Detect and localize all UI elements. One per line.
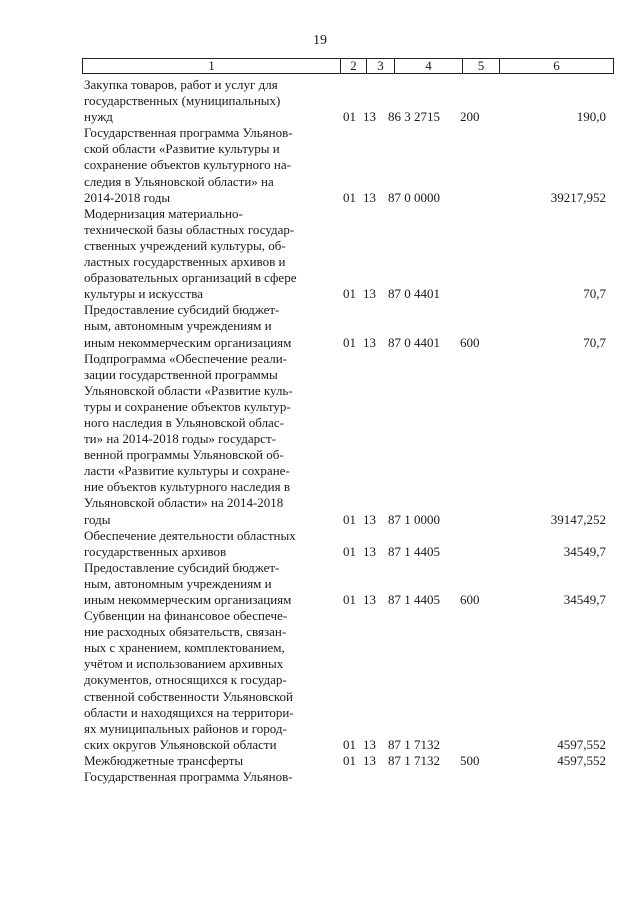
amount: 4597,552	[557, 752, 606, 768]
row-description	[84, 302, 331, 350]
subsection-code: 13	[363, 752, 376, 768]
table-header	[82, 58, 614, 74]
description-line: государственных (муниципальных)	[84, 93, 281, 109]
row-description	[84, 769, 331, 785]
description-line: области и находящихся на территори-	[84, 704, 294, 720]
table-row	[84, 302, 614, 350]
table-row	[84, 769, 614, 785]
section-code: 01	[343, 592, 356, 607]
amount: 39147,252	[550, 511, 606, 527]
description-line: ти» на 2014-2018 годы» государст-	[84, 431, 276, 447]
row-description	[84, 753, 331, 769]
description-line: ным, автономным учреждениям и	[84, 575, 272, 591]
description-line: Государственная программа Ульянов-	[84, 125, 293, 141]
table-row	[84, 753, 614, 769]
subsection-code: 13	[363, 736, 376, 752]
description-line: ях муниципальных районов и город-	[84, 720, 287, 736]
amount: 190,0	[576, 109, 606, 125]
amount: 34549,7	[563, 592, 606, 607]
description-line: ного наследия в Ульяновской облас-	[84, 414, 284, 430]
expense-type-code: 600	[460, 334, 480, 350]
subsection-code: 13	[363, 511, 376, 527]
subsection-code: 13	[363, 286, 376, 302]
target-item-code: 87 0 4401	[388, 334, 440, 350]
target-item-code: 87 1 4405	[388, 543, 440, 559]
description-line: венной программы Ульяновской об-	[84, 447, 284, 463]
description-line: ластных государственных архивов и	[84, 254, 286, 270]
section-code: 01	[343, 752, 356, 768]
target-item-code: 87 1 0000	[388, 511, 440, 527]
description-line: ских округов Ульяновской области	[84, 736, 277, 752]
row-description	[84, 351, 331, 528]
row-description	[84, 528, 331, 560]
target-item-code: 87 0 0000	[388, 189, 440, 205]
table-row	[84, 528, 614, 560]
table-row	[84, 206, 614, 303]
table-row	[84, 608, 614, 753]
row-description	[84, 77, 331, 125]
description-line: культуры и искусства	[84, 286, 203, 302]
column-header-6: 6	[499, 59, 613, 73]
amount: 70,7	[583, 334, 606, 350]
description-line: ние объектов культурного наследия в	[84, 479, 290, 495]
amount: 70,7	[583, 286, 606, 302]
section-code: 01	[343, 543, 356, 559]
description-line: иным некоммерческим организациям	[84, 592, 292, 607]
page-number: 19	[313, 33, 327, 48]
description-line: Субвенции на финансовое обеспече-	[84, 608, 288, 624]
amount: 39217,952	[550, 189, 606, 205]
description-line: Предоставление субсидий бюджет-	[84, 559, 280, 575]
description-line: иным некоммерческим организациям	[84, 334, 292, 350]
subsection-code: 13	[363, 189, 376, 205]
subsection-code: 13	[363, 592, 376, 607]
column-header-5: 5	[462, 59, 499, 73]
description-line: сохранение объектов культурного на-	[84, 157, 291, 173]
description-line: ской области «Развитие культуры и	[84, 141, 280, 157]
subsection-code: 13	[363, 334, 376, 350]
description-line: Межбюджетные трансферты	[84, 752, 244, 768]
description-line: государственных архивов	[84, 543, 227, 559]
description-line: ным, автономным учреждениям и	[84, 318, 272, 334]
expense-type-code: 200	[460, 109, 480, 125]
section-code: 01	[343, 189, 356, 205]
description-line: Подпрограмма «Обеспечение реали-	[84, 350, 287, 366]
description-line: Государственная программа Ульянов-	[84, 769, 293, 785]
target-item-code: 87 1 7132	[388, 736, 440, 752]
description-line: Закупка товаров, работ и услуг для	[84, 77, 278, 92]
description-line: Ульяновской области» на 2014-2018	[84, 495, 284, 511]
description-line: годы	[84, 511, 111, 527]
description-line: следия в Ульяновской области» на	[84, 173, 274, 189]
description-line: ние расходных обязательств, связан-	[84, 624, 287, 640]
amount: 34549,7	[563, 543, 606, 559]
column-header-3: 3	[366, 59, 394, 73]
description-line: Предоставление субсидий бюджет-	[84, 302, 280, 318]
target-item-code: 87 1 4405	[388, 592, 440, 607]
amount: 4597,552	[557, 736, 606, 752]
description-line: учётом и использованием архивных	[84, 656, 284, 672]
description-line: ственных учреждений культуры, об-	[84, 237, 286, 253]
row-description	[84, 206, 331, 303]
table-row	[84, 125, 614, 205]
expense-type-code: 600	[460, 592, 480, 607]
description-line: ственной собственности Ульяновской	[84, 688, 294, 704]
subsection-code: 13	[363, 543, 376, 559]
table-row	[84, 560, 614, 608]
target-item-code: 87 0 4401	[388, 286, 440, 302]
description-line: Модернизация материально-	[84, 205, 243, 221]
section-code: 01	[343, 109, 356, 125]
table-row	[84, 77, 614, 125]
table-row	[84, 351, 614, 528]
description-line: ласти «Развитие культуры и сохране-	[84, 463, 290, 479]
description-line: 2014-2018 годы	[84, 189, 171, 205]
description-line: образовательных организаций в сфере	[84, 270, 297, 286]
description-line: нужд	[84, 109, 113, 125]
description-line: технической базы областных государ-	[84, 221, 295, 237]
target-item-code: 86 3 2715	[388, 109, 440, 125]
description-line: зации государственной программы	[84, 366, 278, 382]
subsection-code: 13	[363, 109, 376, 125]
column-header-2: 2	[340, 59, 366, 73]
column-header-4: 4	[394, 59, 462, 73]
section-code: 01	[343, 736, 356, 752]
description-line: Ульяновской области «Развитие куль-	[84, 382, 293, 398]
table-body	[84, 77, 614, 785]
description-line: ных с хранением, комплектованием,	[84, 640, 285, 656]
row-description	[84, 608, 331, 753]
description-line: туры и сохранение объектов культур-	[84, 398, 291, 414]
expense-type-code: 500	[460, 752, 480, 768]
target-item-code: 87 1 7132	[388, 752, 440, 768]
description-line: документов, относящихся к государ-	[84, 672, 287, 688]
section-code: 01	[343, 511, 356, 527]
column-header-1: 1	[208, 58, 215, 73]
description-line: Обеспечение деятельности областных	[84, 527, 296, 543]
section-code: 01	[343, 286, 356, 302]
row-description	[84, 125, 331, 205]
section-code: 01	[343, 334, 356, 350]
row-description	[84, 560, 331, 608]
